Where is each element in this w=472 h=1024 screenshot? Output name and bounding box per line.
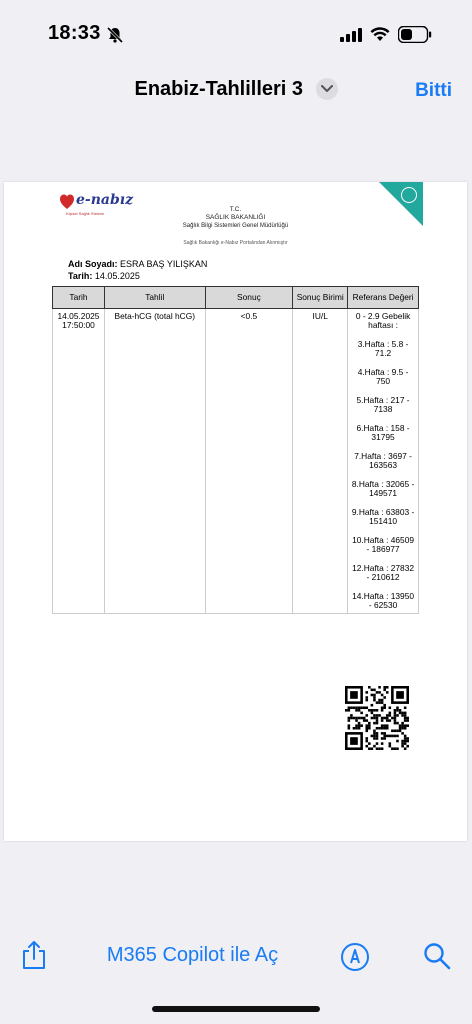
logo-subtitle: Kişisel Sağlık Sistemi bbox=[66, 211, 105, 216]
col-date: Tarih bbox=[53, 287, 105, 309]
reference-item: 12.Hafta : 27832 - 210612 bbox=[352, 563, 415, 582]
col-unit: Sonuç Birimi bbox=[293, 287, 348, 309]
report-date: 14.05.2025 bbox=[94, 271, 140, 281]
patient-info bbox=[68, 258, 207, 282]
open-in-copilot-button[interactable]: M365 Copilot ile Aç bbox=[106, 944, 279, 966]
header-tc: T.C. bbox=[229, 206, 242, 213]
document-page[interactable] bbox=[4, 182, 467, 841]
header-directorate: Sağlık Bilgi Sistemleri Genel Müdürlüğü bbox=[182, 223, 289, 229]
cell-reference bbox=[348, 309, 419, 614]
ministry-emblem-icon bbox=[401, 187, 417, 203]
title-menu-button[interactable] bbox=[316, 78, 338, 100]
patient-label: Adı Soyadı: bbox=[68, 259, 118, 269]
header-source: Sağlık Bakanlığı e-Nabız Portalından Alınmıştır bbox=[183, 240, 288, 246]
col-reference: Referans Değeri bbox=[348, 287, 419, 309]
cell-unit: IU/L bbox=[293, 309, 348, 614]
battery-icon bbox=[398, 26, 432, 43]
wifi-icon bbox=[370, 26, 390, 42]
col-test: Tahlil bbox=[104, 287, 205, 309]
cell-test: Beta-hCG (total hCG) bbox=[104, 309, 205, 614]
search-icon[interactable] bbox=[423, 942, 451, 970]
reference-item: 10.Hafta : 46509 - 186977 bbox=[352, 535, 415, 554]
header-ministry: SAĞLIK BAKANLIĞI bbox=[205, 214, 266, 221]
col-result: Sonuç bbox=[205, 287, 293, 309]
results-table bbox=[52, 286, 419, 614]
chevron-down-icon bbox=[321, 85, 333, 93]
table-row bbox=[53, 309, 419, 614]
cell-date-day: 14.05.2025 bbox=[57, 311, 100, 321]
cell-date-time: 17:50:00 bbox=[62, 320, 95, 330]
reference-item: 5.Hafta : 217 - 7138 bbox=[356, 395, 410, 414]
reference-item: 6.Hafta : 158 - 31795 bbox=[356, 423, 410, 442]
document-title: Enabiz-Tahlilleri 3 bbox=[134, 78, 304, 100]
home-indicator bbox=[152, 1006, 320, 1012]
cell-result: <0.5 bbox=[205, 309, 293, 614]
table-header-row bbox=[53, 287, 419, 309]
bottom-toolbar bbox=[0, 930, 472, 986]
qr-code bbox=[345, 686, 409, 750]
reference-item: 9.Hafta : 63803 - 151410 bbox=[351, 507, 415, 526]
logo-text: e-nabız bbox=[76, 192, 134, 208]
status-bar bbox=[0, 0, 472, 66]
reference-item: 7.Hafta : 3697 - 163563 bbox=[354, 451, 412, 470]
done-button[interactable]: Bitti bbox=[415, 80, 452, 101]
reference-item: 8.Hafta : 32065 - 149571 bbox=[351, 479, 415, 498]
reference-item: 3.Hafta : 5.8 - 71.2 bbox=[357, 339, 409, 358]
cell-date bbox=[53, 309, 105, 614]
bell-slash-icon bbox=[106, 26, 124, 44]
reference-item: 4.Hafta : 9.5 - 750 bbox=[357, 367, 409, 386]
date-label: Tarih: bbox=[68, 271, 93, 281]
markup-pen-icon[interactable] bbox=[340, 942, 370, 972]
nav-bar bbox=[0, 78, 472, 101]
status-time: 18:33 bbox=[48, 22, 101, 44]
reference-item: 14.Hafta : 13950 - 62530 bbox=[352, 591, 415, 610]
patient-name: ESRA BAŞ YILIŞKAN bbox=[120, 259, 208, 269]
cellular-signal-icon bbox=[340, 28, 362, 42]
reference-item: 0 - 2.9 Gebelik haftası : bbox=[355, 311, 411, 330]
